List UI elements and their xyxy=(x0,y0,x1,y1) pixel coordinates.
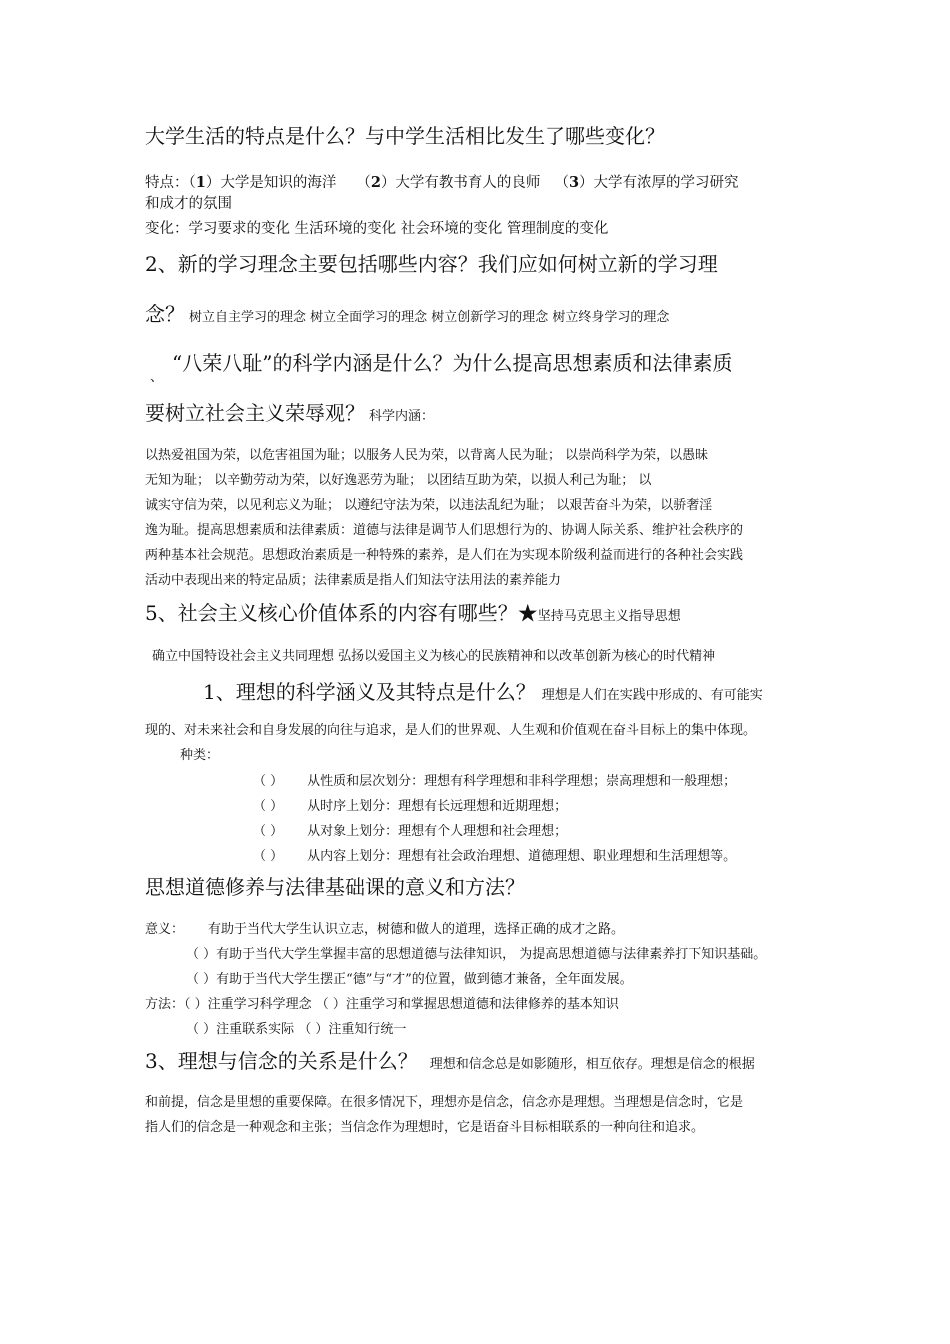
heading-q3: 3、理想与信念的关系是什么？ xyxy=(145,1049,418,1073)
heading-course: 思想道德修养与法律基础课的意义和方法？ xyxy=(145,875,525,899)
kind-text: 从内容上划分：理想有社会政治理想、道德理想、职业理想和生活理想等。 xyxy=(307,849,737,864)
ideal-kind-item xyxy=(253,845,736,864)
heading-q5: 5、社会主义核心价值体系的内容有哪些？ xyxy=(145,601,518,625)
feature-open-3: （ xyxy=(554,175,569,191)
rongru-line2 xyxy=(145,397,434,426)
feature-number-3: 3 xyxy=(568,174,580,191)
ideal-kind-item xyxy=(253,795,567,814)
heading-q2-line1: 2、新的学习理念主要包括哪些内容？我们应如何树立新的学习理 xyxy=(145,252,718,276)
feature-1: ）大学是知识的海洋 xyxy=(205,175,337,191)
q2-answer: 树立自主学习的理念 树立全面学习的理念 树立创新学习的理念 树立终身学习的理念 xyxy=(189,310,670,325)
bracket: （ ） xyxy=(253,774,284,789)
rongru-label: 科学内涵： xyxy=(369,409,435,424)
q5-answer-1: 坚持马克思主义指导思想 xyxy=(537,609,681,624)
rongru-body-line: 活动中表现出来的特定品质；法律素质是指人们知法守法用法的素养能力 xyxy=(145,573,562,588)
features-prefix: 特点：（ xyxy=(145,175,196,191)
q5-line1 xyxy=(145,597,681,626)
course-meaning-3: （ ）有助于当代大学生摆正“德”与“才”的位置，做到德才兼备，全年面发展。 xyxy=(186,972,633,987)
bracket: （ ） xyxy=(253,799,284,814)
course-meaning-1 xyxy=(145,918,624,937)
rongru-body-line: 以热爱祖国为荣，以危害祖国为耻；以服务人民为荣，以背离人民为耻； 以崇尚科学为荣，以愚昧 xyxy=(145,448,709,463)
meaning-1: 有助于当代大学生认识立志，树德和做人的道理，选择正确的成才之路。 xyxy=(208,922,625,937)
ideal-kind-item xyxy=(253,820,567,839)
ideal-kinds-label: 种类： xyxy=(180,748,220,763)
feature-number-1: 1 xyxy=(195,174,206,191)
ideal-line1 xyxy=(203,676,763,705)
rongru-body-line: 两种基本社会规范。思想政治素质是一种特殊的素养，是人们在为实现本阶级利益而进行的各种社会实践 xyxy=(145,548,744,563)
bracket: （ ） xyxy=(253,824,284,839)
q3-answer-3: 指人们的信念是一种观念和主张；当信念作为理想时，它是语奋斗目标相联系的一种向往和追求。 xyxy=(145,1120,705,1135)
q5-answer-2: 确立中国特设社会主义共同理想 弘扬以爱国主义为核心的民族精神和以改革创新为核心的时代精神 xyxy=(152,649,716,664)
kind-text: 从时序上划分：理想有长远理想和近期理想； xyxy=(307,799,568,814)
q3-line1 xyxy=(145,1045,755,1074)
rongru-body-line: 逸为耻。提高思想素质和法律素质：道德与法律是调节人们思想行为的、协调人际关系、维护社会秩序的 xyxy=(145,523,744,538)
feature-2: ）大学有教书育人的良师 xyxy=(380,175,541,191)
feature-number-2: 2 xyxy=(370,174,381,191)
course-meaning-2: （ ）有助于当代大学生掌握丰富的思想道德与法律知识， 为提高思想道德与法律素养打下知识基础。 xyxy=(186,947,767,962)
rongru-body-line: 诚实守信为荣，以见利忘义为耻； 以遵纪守法为荣，以违法乱纪为耻； 以艰苦奋斗为荣，以骄奢淫 xyxy=(145,498,713,513)
heading-rongru-line1: “八荣八耻”的科学内涵是什么？为什么提高思想素质和法律素质 xyxy=(172,351,733,375)
course-method-1: 方法：（ ）注重学习科学理念 （ ）注重学习和掌握思想道德和法律修养的基本知识 xyxy=(145,997,619,1012)
kind-text: 从性质和层次划分：理想有科学理想和非科学理想；崇高理想和一般理想； xyxy=(307,774,737,789)
heading-rongru-line2: 要树立社会主义荣辱观？ xyxy=(145,401,365,425)
kind-text: 从对象上划分：理想有个人理想和社会理想； xyxy=(307,824,568,839)
features-continuation: 和成才的氛围 xyxy=(145,196,232,212)
star-icon: ★ xyxy=(517,601,538,625)
heading-q2-line2: 念？ xyxy=(145,302,185,326)
q3-answer-1: 理想和信念总是如影随形，相互依存。理想是信念的根据 xyxy=(429,1057,755,1072)
heading-ideal: 1、理想的科学涵义及其特点是什么？ xyxy=(203,680,536,704)
rongru-body-line: 无知为耻； 以辛勤劳动为荣，以好逸恶劳为耻； 以团结互助为荣，以损人利己为耻； 以 xyxy=(145,473,652,488)
feature-open-2: （ xyxy=(356,175,371,191)
ideal-kind-item xyxy=(253,770,736,789)
ideal-answer-2: 现的、对未来社会和自身发展的向往与追求，是人们的世界观、人生观和价值观在奋斗目标上的集中体现。 xyxy=(145,723,757,738)
q3-answer-2: 和前提，信念是里想的重要保障。在很多情况下，理想亦是信念，信念亦是理想。当理想是信念时，它是 xyxy=(145,1095,744,1110)
heading-university-life: 大学生活的特点是什么？与中学生活相比发生了哪些变化？ xyxy=(145,124,665,148)
ideal-answer-1: 理想是人们在实践中形成的、有可能实 xyxy=(541,688,763,703)
changes-line: 变化：学习要求的变化 生活环境的变化 社会环境的变化 管理制度的变化 xyxy=(145,221,609,237)
course-method-2: （ ）注重联系实际 （ ）注重知行统一 xyxy=(186,1022,407,1037)
bracket: （ ） xyxy=(253,849,284,864)
features-line xyxy=(145,171,739,192)
meaning-label: 意义： xyxy=(145,922,185,937)
list-mark: 、 xyxy=(150,370,164,385)
feature-3: ）大学有浓厚的学习研究 xyxy=(579,175,739,191)
q2-line2 xyxy=(145,298,669,327)
